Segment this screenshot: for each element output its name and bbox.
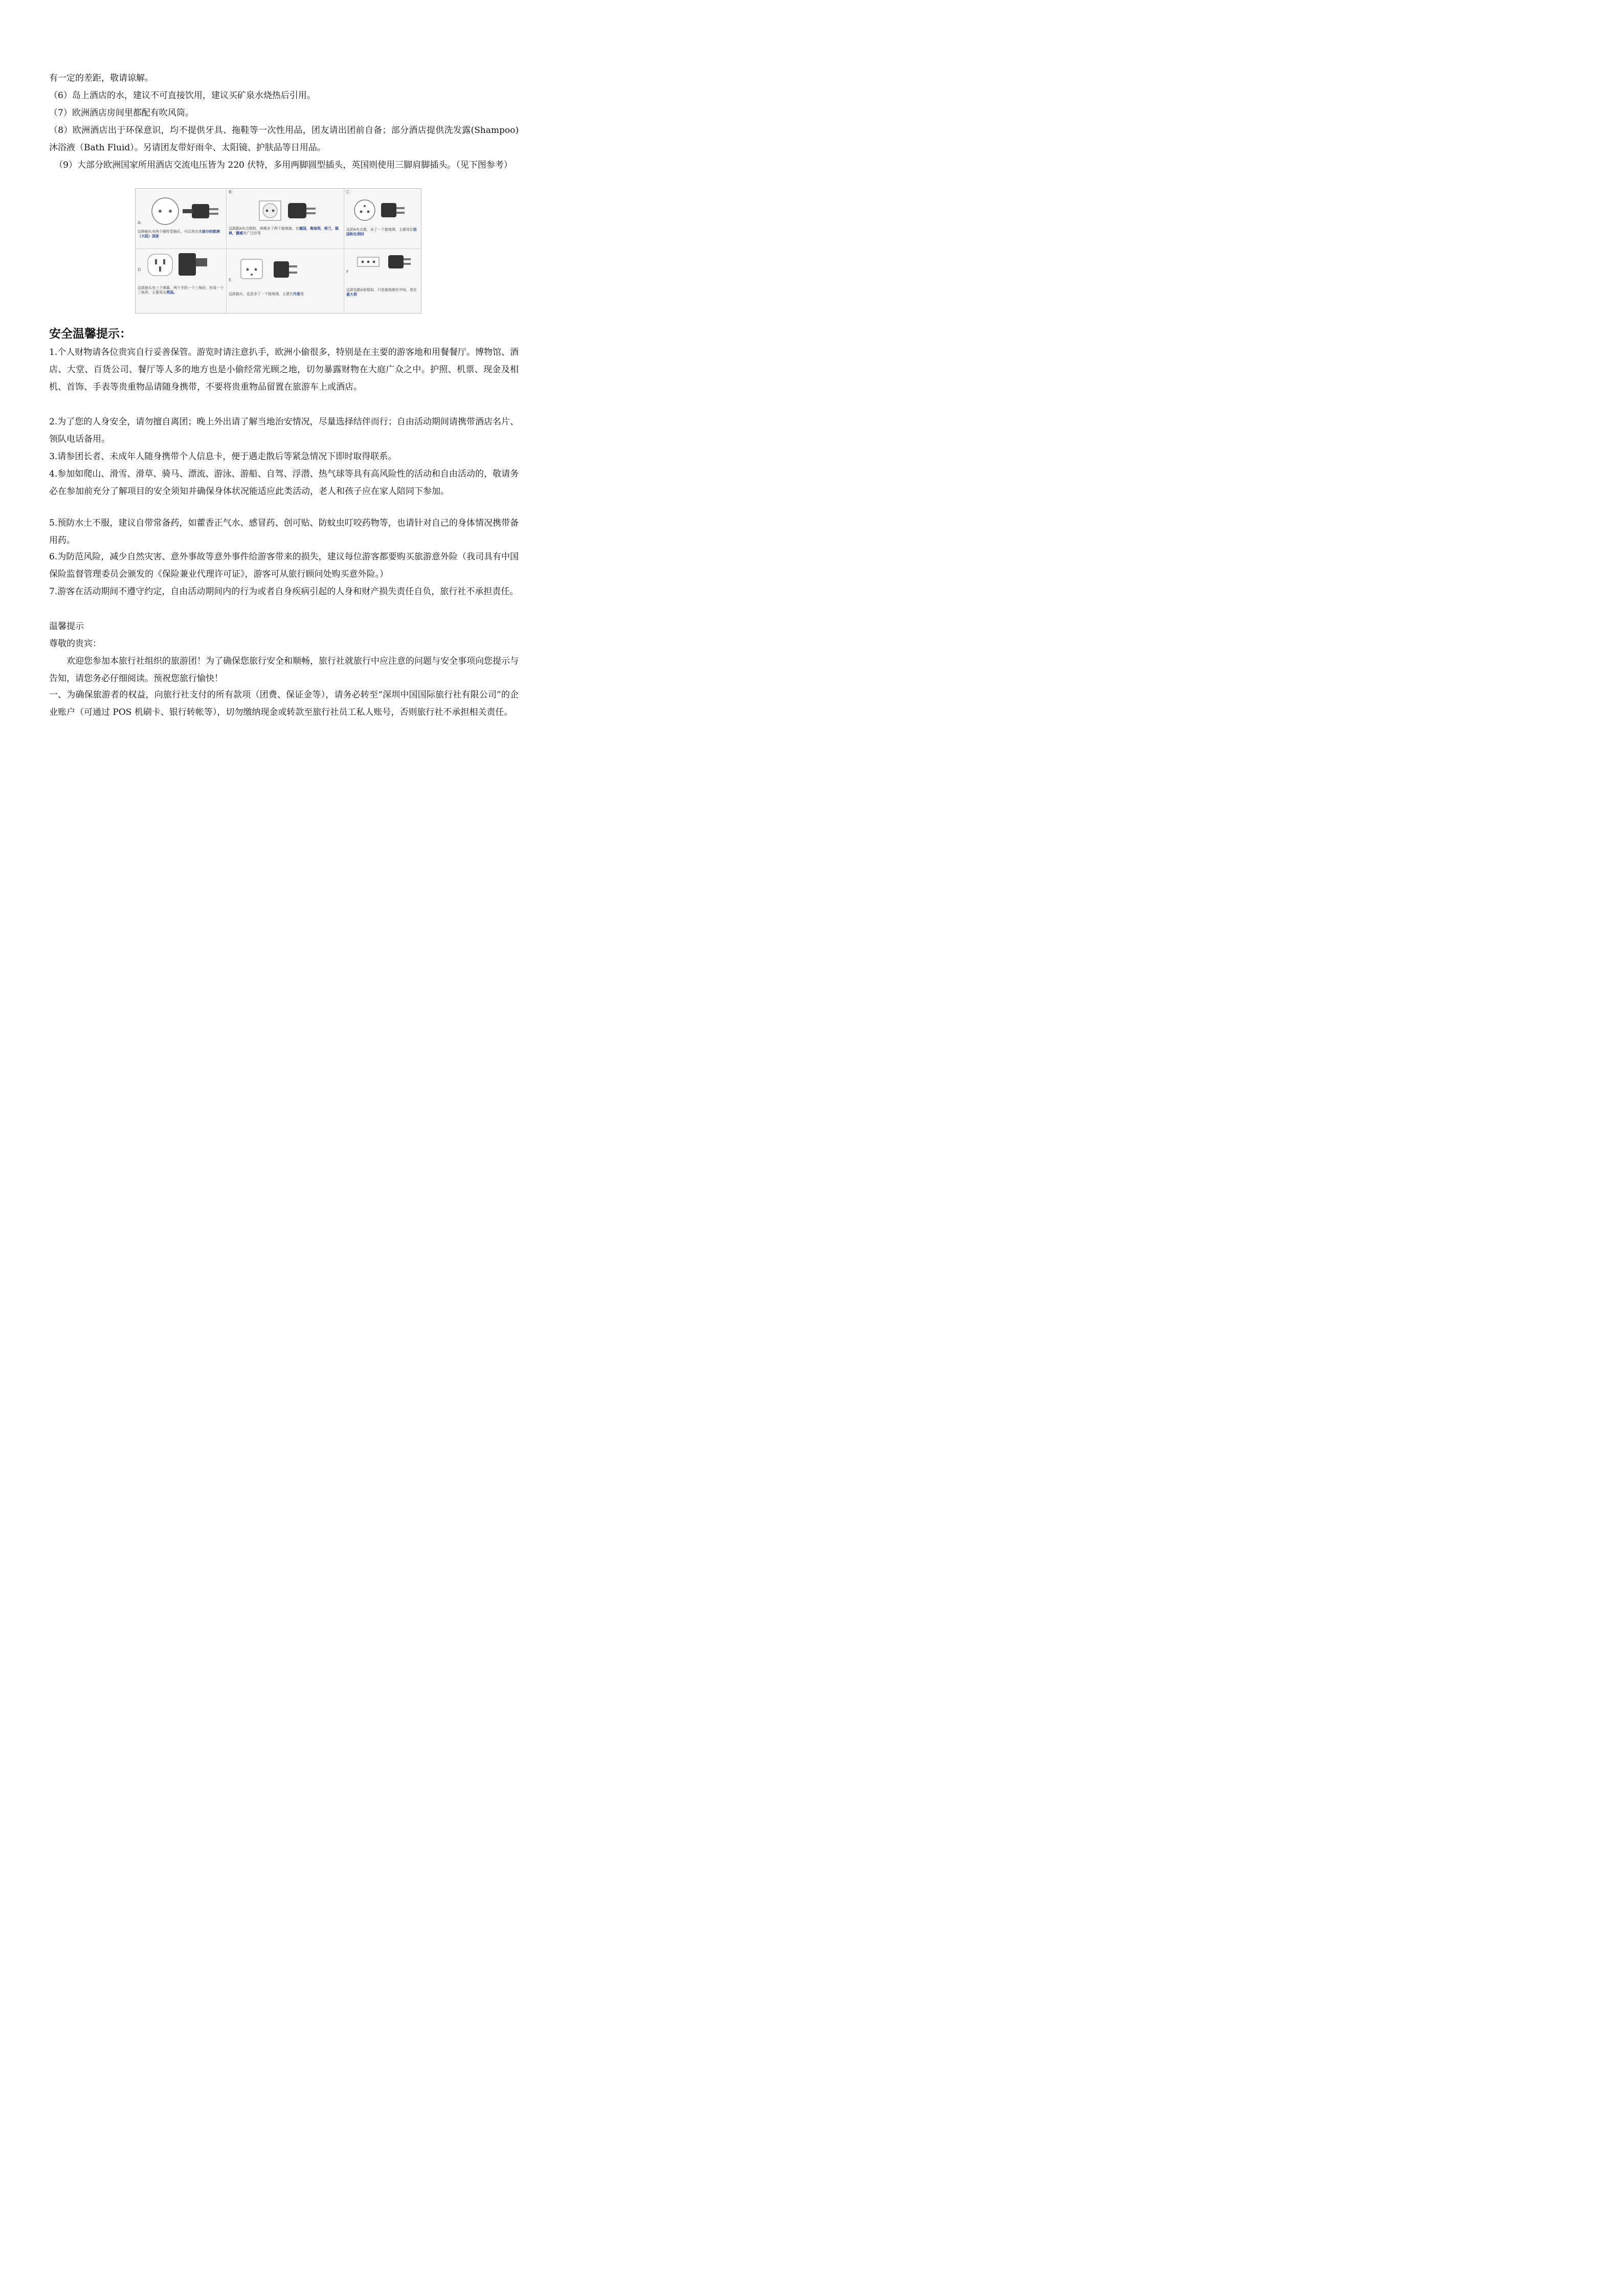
plug-cell-f xyxy=(344,249,421,313)
safety-item-1: 1.个人财物请各位贵宾自行妥善保管。游览时请注意扒手，欧洲小偷很多，特别是在主要的游客地和用餐餐厅。博物馆、酒店、大堂、百货公司、餐厅等人多的地方也是小偷经常光顾之地，切勿暴露财物在大庭广众之中。护照、机票、现金及相机、首饰、手表等贵重物品请随身携带，不要将贵重物品留置在旅游车上或酒店。 xyxy=(49,347,519,392)
safety-item-6: 6.为防范风险，减少自然灾害、意外事故等意外事件给游客带来的损失，建议每位游客都要购买旅游意外险（我司具有中国保险监督管理委员会颁发的《保险兼业代理许可证》，游客可从旅行顾问处购买意外险。） xyxy=(49,552,519,579)
safety-item-4: 4.参加如爬山、滑雪、滑草、骑马、漂流、游泳、游船、自驾、浮潜、热气球等具有高风险性的活动和自由活动的，敬请务必在参加前充分了解项目的安全须知并确保身体状况能适应此类活动，老人和孩子应在家人陪同下参加。 xyxy=(49,469,519,497)
safety-item-3: 3.请参团长者、未成年人随身携带个人信息卡，便于遇走散后等紧急情况下即时取得联系。 xyxy=(49,452,397,462)
plug-label: C: xyxy=(346,190,351,194)
plug-label: A: xyxy=(138,220,142,225)
plug-caption: 这款插头，也是多了一个接地端，主要在丹麦用 xyxy=(229,292,304,296)
plug-label: F xyxy=(346,269,349,274)
paragraph-hair-dryer: （7）欧洲酒店房间里都配有吹风筒。 xyxy=(49,108,194,118)
plug-cell-e xyxy=(227,249,344,313)
paragraph-voltage: （9）大部分欧洲国家所用酒店交流电压皆为 220 伏特，多用两脚圆型插头，英国则使用三脚肩脚插头。（见下图参考） xyxy=(54,160,513,170)
paragraph-hotel-gap: 有一定的差距，敬请谅解。 xyxy=(49,73,153,83)
safety-item-2: 2.为了您的人身安全，请勿擅自离团；晚上外出请了解当地治安情况，尽量选择结伴而行；自由活动期间请携带酒店名片、领队电话备用。 xyxy=(49,417,519,444)
socket-plug-a-icon xyxy=(136,189,227,249)
paragraph-toiletries: （8）欧洲酒店出于环保意识，均不提供牙具、拖鞋等一次性用品，团友请出团前自备；部分酒店提供洗发露(Shampoo)沐浴液（Bath Fluid）。另请团友带好雨伞、太阳镜、护肤品等日用品。 xyxy=(49,125,519,153)
plug-label: B: xyxy=(229,190,233,194)
plug-types-figure xyxy=(135,188,421,313)
plug-label: D xyxy=(138,267,141,272)
plug-caption: 这种插头有两个圆柱型插孔，可以用在大部分的欧洲（大陆）国家 xyxy=(138,230,220,238)
plug-caption: 这款跟A有点相似，两侧多了两个接地端，在德国，奥地利，荷兰，瑞典，挪威有广泛应用 xyxy=(229,227,339,235)
socket-plug-e-icon xyxy=(227,249,344,313)
plug-caption: 这款A有点像，多了一个接地端，主要用在法国和比利时 xyxy=(346,228,417,236)
socket-plug-f-icon xyxy=(344,249,421,313)
safety-item-5: 5.预防水土不服，建议自带常备药，如藿香正气水、感冒药、创可贴、防蚊虫叮咬药物等，也请针对自己的身体情况携带备用药。 xyxy=(49,518,519,546)
notice-greeting: 尊敬的贵宾： xyxy=(49,639,101,649)
plug-cell-d xyxy=(136,249,227,313)
paragraph-hotel-water: （6）岛上酒店的水，建议不可直接饮用，建议买矿泉水烧热后引用。 xyxy=(49,91,316,101)
socket-plug-c-icon xyxy=(344,189,421,249)
plug-label: E xyxy=(229,278,232,282)
safety-heading: 安全温馨提示： xyxy=(49,327,131,341)
plug-caption: 这款也跟A很相似，只是接地端在中间，用在意大利 xyxy=(346,288,417,297)
plug-cell-a xyxy=(136,189,227,249)
socket-plug-d-icon xyxy=(136,249,227,313)
socket-plug-b-icon xyxy=(227,189,344,249)
safety-item-7: 7.游客在活动期间不遵守约定，自由活动期间内的行为或者自身疾病引起的人身和财产损失责任自负，旅行社不承担责任。 xyxy=(49,587,519,597)
plug-cell-b xyxy=(227,189,344,249)
notice-intro: 欢迎您参加本旅行社组织的旅游团！为了确保您旅行安全和顺畅，旅行社就旅行中应注意的问题与安全事项向您提示与告知，请您务必仔细阅读。预祝您旅行愉快！ xyxy=(49,656,519,684)
plug-caption: 这款插头有三个弹簧，两个平的一个三角的，形成一个三角形，主要用在英国。 xyxy=(138,286,224,295)
notice-point-1: 一、为确保旅游者的权益，向旅行社支付的所有款项（团费、保证金等），请务必转至“深圳中国国际旅行社有限公司”的企业账户（可通过 POS 机刷卡、银行转帐等），切勿缴纳现金或转款至旅行社员工私人账号，否则旅行社不承担相关责任。 xyxy=(49,690,519,717)
notice-title: 温馨提示 xyxy=(49,621,84,632)
plug-cell-c xyxy=(344,189,421,249)
